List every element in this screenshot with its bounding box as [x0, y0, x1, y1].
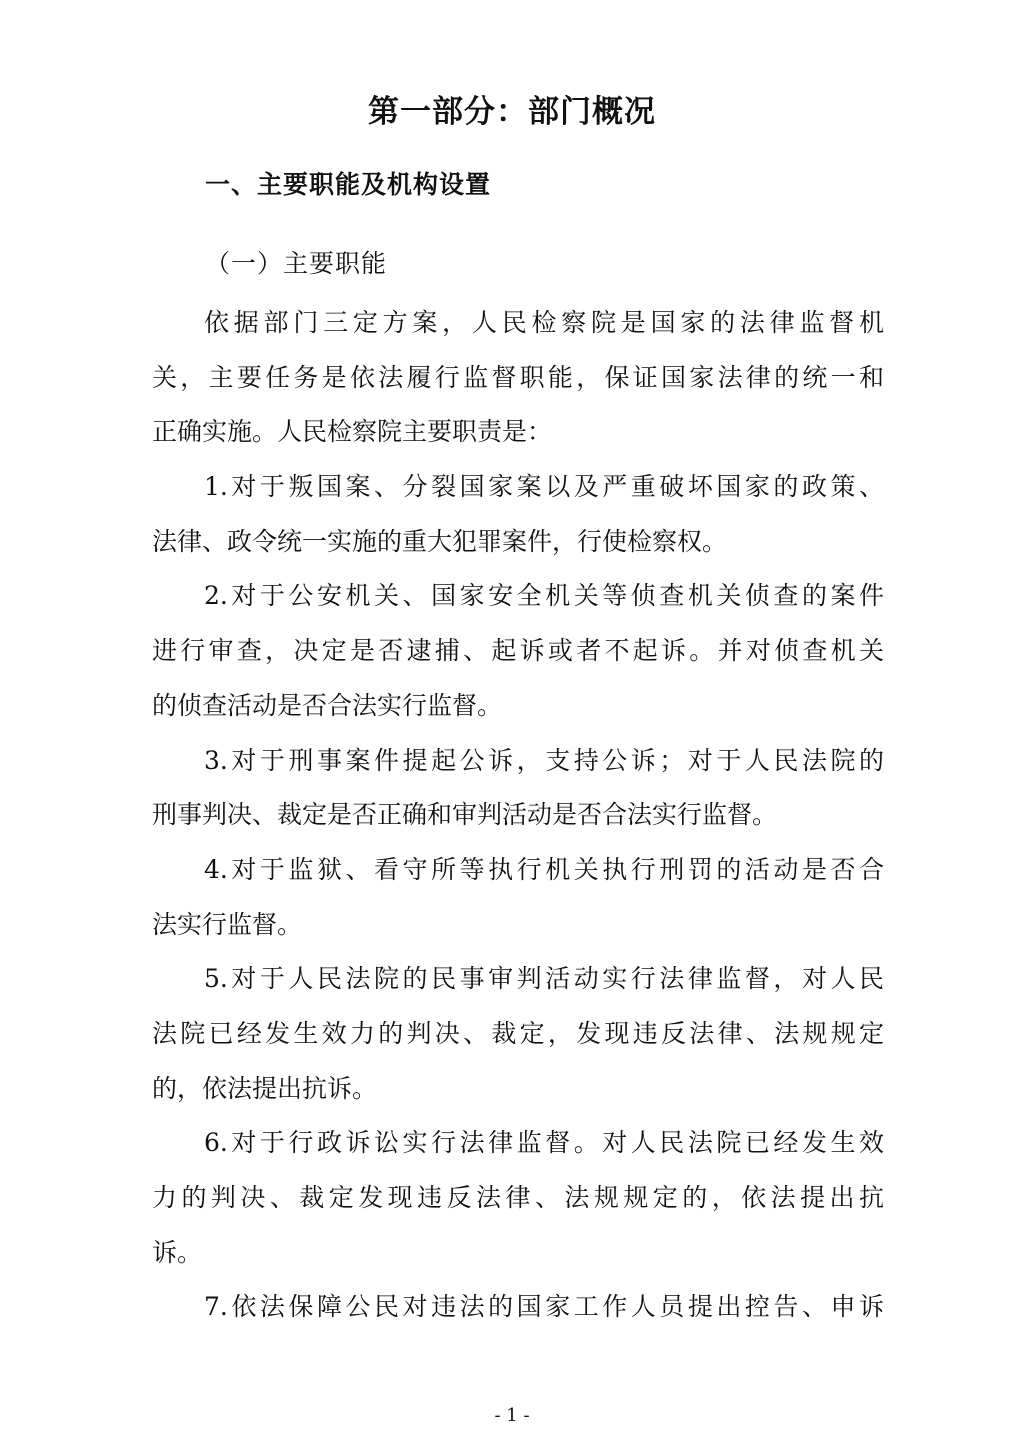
paragraph-line: 力的判决、裁定发现违反法律、法规规定的，依法提出抗 — [152, 1183, 884, 1212]
paragraph-line: 法实行监督。 — [152, 909, 303, 939]
part-title: 第一部分：部门概况 — [368, 94, 656, 130]
paragraph-item-3 — [152, 734, 884, 843]
paragraph-line: 关，主要任务是依法履行监督职能，保证国家法律的统一和 — [152, 362, 884, 392]
section-heading: 一、主要职能及机构设置 — [205, 170, 492, 199]
paragraph-line: 诉。 — [152, 1237, 203, 1267]
paragraph-line: 法院已经发生效力的判决、裁定，发现违反法律、法规规定 — [152, 1018, 884, 1048]
paragraph-line: 2.对于公安机关、国家安全机关等侦查机关侦查的案件 — [204, 581, 884, 611]
paragraph-line: 4.对于监狱、看守所等执行机关执行刑罚的活动是否合 — [204, 854, 884, 884]
paragraph-line: 7.依法保障公民对违法的国家工作人员提出控告、申诉 — [204, 1292, 884, 1322]
page-number: - 1 - — [494, 1405, 530, 1426]
paragraph-line: 正确实施。人民检察院主要职责是： — [152, 417, 553, 447]
body-text — [152, 296, 884, 1335]
paragraph-line: 6.对于行政诉讼实行法律监督。对人民法院已经发生效 — [204, 1128, 884, 1158]
paragraph-line: 依据部门三定方案，人民检察院是国家的法律监督机 — [204, 308, 884, 337]
paragraph-line: 5.对于人民法院的民事审判活动实行法律监督，对人民 — [204, 964, 884, 994]
paragraph-item-5 — [152, 952, 884, 1116]
paragraph-line: 法律、政令统一实施的重大犯罪案件，行使检察权。 — [152, 526, 728, 556]
paragraph-item-6 — [152, 1116, 884, 1280]
paragraph-item-1 — [152, 460, 884, 569]
subsection-heading: （一）主要职能 — [205, 249, 388, 278]
paragraph-line: 的侦查活动是否合法实行监督。 — [152, 690, 503, 720]
paragraph-line: 3.对于刑事案件提起公诉，支持公诉；对于人民法院的 — [204, 745, 884, 775]
paragraph-intro — [152, 296, 884, 460]
paragraph-item-7 — [152, 1280, 884, 1335]
paragraph-item-2 — [152, 569, 884, 733]
paragraph-line: 的，依法提出抗诉。 — [152, 1073, 378, 1103]
paragraph-line: 进行审查，决定是否逮捕、起诉或者不起诉。并对侦查机关 — [152, 636, 884, 666]
paragraph-line: 1.对于叛国案、分裂国家案以及严重破坏国家的政策、 — [204, 472, 884, 502]
paragraph-item-4 — [152, 843, 884, 952]
paragraph-line: 刑事判决、裁定是否正确和审判活动是否合法实行监督。 — [152, 800, 778, 830]
